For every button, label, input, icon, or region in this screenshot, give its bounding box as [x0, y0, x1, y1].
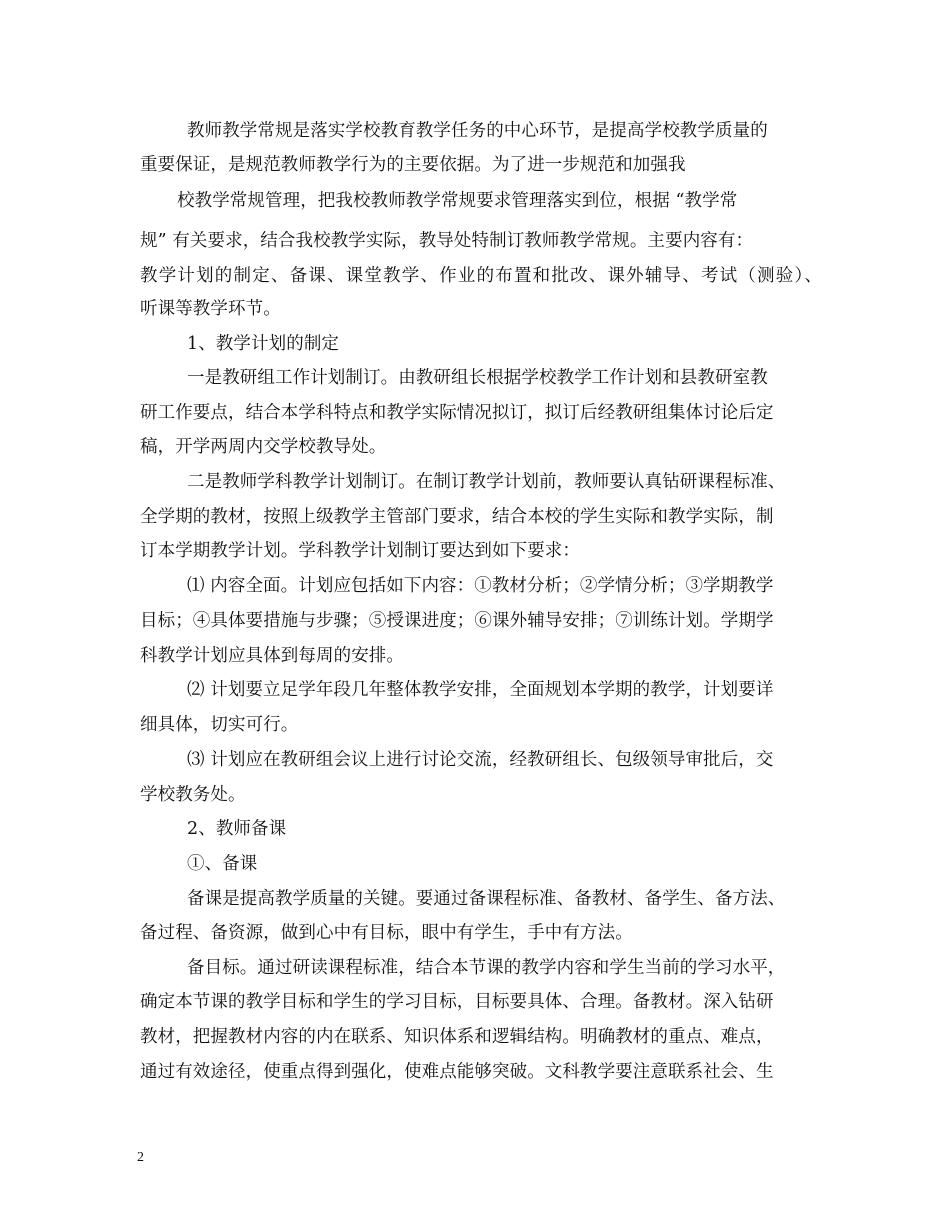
paragraph-line: 备过程、备资源，做到心中有目标，眼中有学生，手中有方法。 — [140, 923, 633, 943]
paragraph-line: 教师教学常规是落实学校教育教学任务的中心环节，是提高学校教学质量的 — [187, 121, 768, 141]
paragraph-line: 一是教研组工作计划制订。由教研组长根据学校教学工作计划和县教研室教 — [187, 368, 768, 388]
section-heading: 2、教师备课 — [187, 819, 287, 839]
paragraph-line: 听课等教学环节。 — [140, 299, 281, 319]
list-item-line: 科教学计划应具体到每周的安排。 — [140, 646, 404, 666]
page-number: 2 — [137, 1150, 144, 1165]
paragraph-line: 教材，把握教材内容的内在联系、知识体系和逻辑结构。明确教材的重点、难点， — [140, 1027, 774, 1047]
list-item-line: ⑴ 内容全面。计划应包括如下内容：①教材分析；②学情分析；③学期教学 — [187, 576, 774, 596]
list-item-line: 细具体，切实可行。 — [140, 715, 299, 735]
paragraph-line: 校教学常规管理，把我校教师教学常规要求管理落实到位，根据 “教学常 — [177, 191, 738, 211]
list-item-line: 目标；④具体要措施与步骤；⑤授课进度；⑥课外辅导安排；⑦训练计划。学期学 — [140, 611, 774, 631]
subsection-heading: ①、备课 — [187, 854, 258, 874]
paragraph-line: 二是教师学科教学计划制订。在制订教学计划前，教师要认真钻研课程标准、 — [187, 472, 786, 492]
paragraph-line: 备目标。通过研读课程标准，结合本节课的教学内容和学生当前的学习水平， — [187, 958, 786, 978]
paragraph-line: 备课是提高教学质量的关键。要通过备课程标准、备教材、备学生、备方法、 — [187, 889, 786, 909]
section-heading: 1、教学计划的制定 — [187, 334, 340, 354]
list-item-line: 学校教务处。 — [140, 785, 246, 805]
paragraph-line: 规” 有关要求，结合我校教学实际，教导处特制订教师教学常规。主要内容有： — [140, 231, 754, 251]
paragraph-line: 稿，开学两周内交学校教导处。 — [140, 437, 387, 457]
list-item-line: ⑶ 计划应在教研组会议上进行讨论交流，经教研组长、包级领导审批后，交 — [187, 750, 774, 770]
paragraph-line: 通过有效途径，使重点得到强化，使难点能够突破。文科教学要注意联系社会、生 — [140, 1062, 774, 1082]
paragraph-line: 确定本节课的教学目标和学生的学习目标，目标要具体、合理。备教材。深入钻研 — [140, 992, 774, 1012]
paragraph-line: 教学计划的制定、备课、课堂教学、作业的布置和批改、课外辅导、考试（测验）、 — [140, 266, 822, 286]
paragraph-line: 重要保证，是规范教师教学行为的主要依据。为了进一步规范和加强我 — [140, 155, 686, 175]
list-item-line: ⑵ 计划要立足学年段几年整体教学安排，全面规划本学期的教学，计划要详 — [187, 680, 774, 700]
paragraph-line: 订本学期教学计划。学科教学计划制订要达到如下要求： — [140, 541, 580, 561]
paragraph-line: 研工作要点，结合本学科特点和教学实际情况拟订，拟订后经教研组集体讨论后定 — [140, 403, 774, 423]
paragraph-line: 全学期的教材，按照上级教学主管部门要求，结合本校的学生实际和教学实际，制 — [140, 507, 774, 527]
